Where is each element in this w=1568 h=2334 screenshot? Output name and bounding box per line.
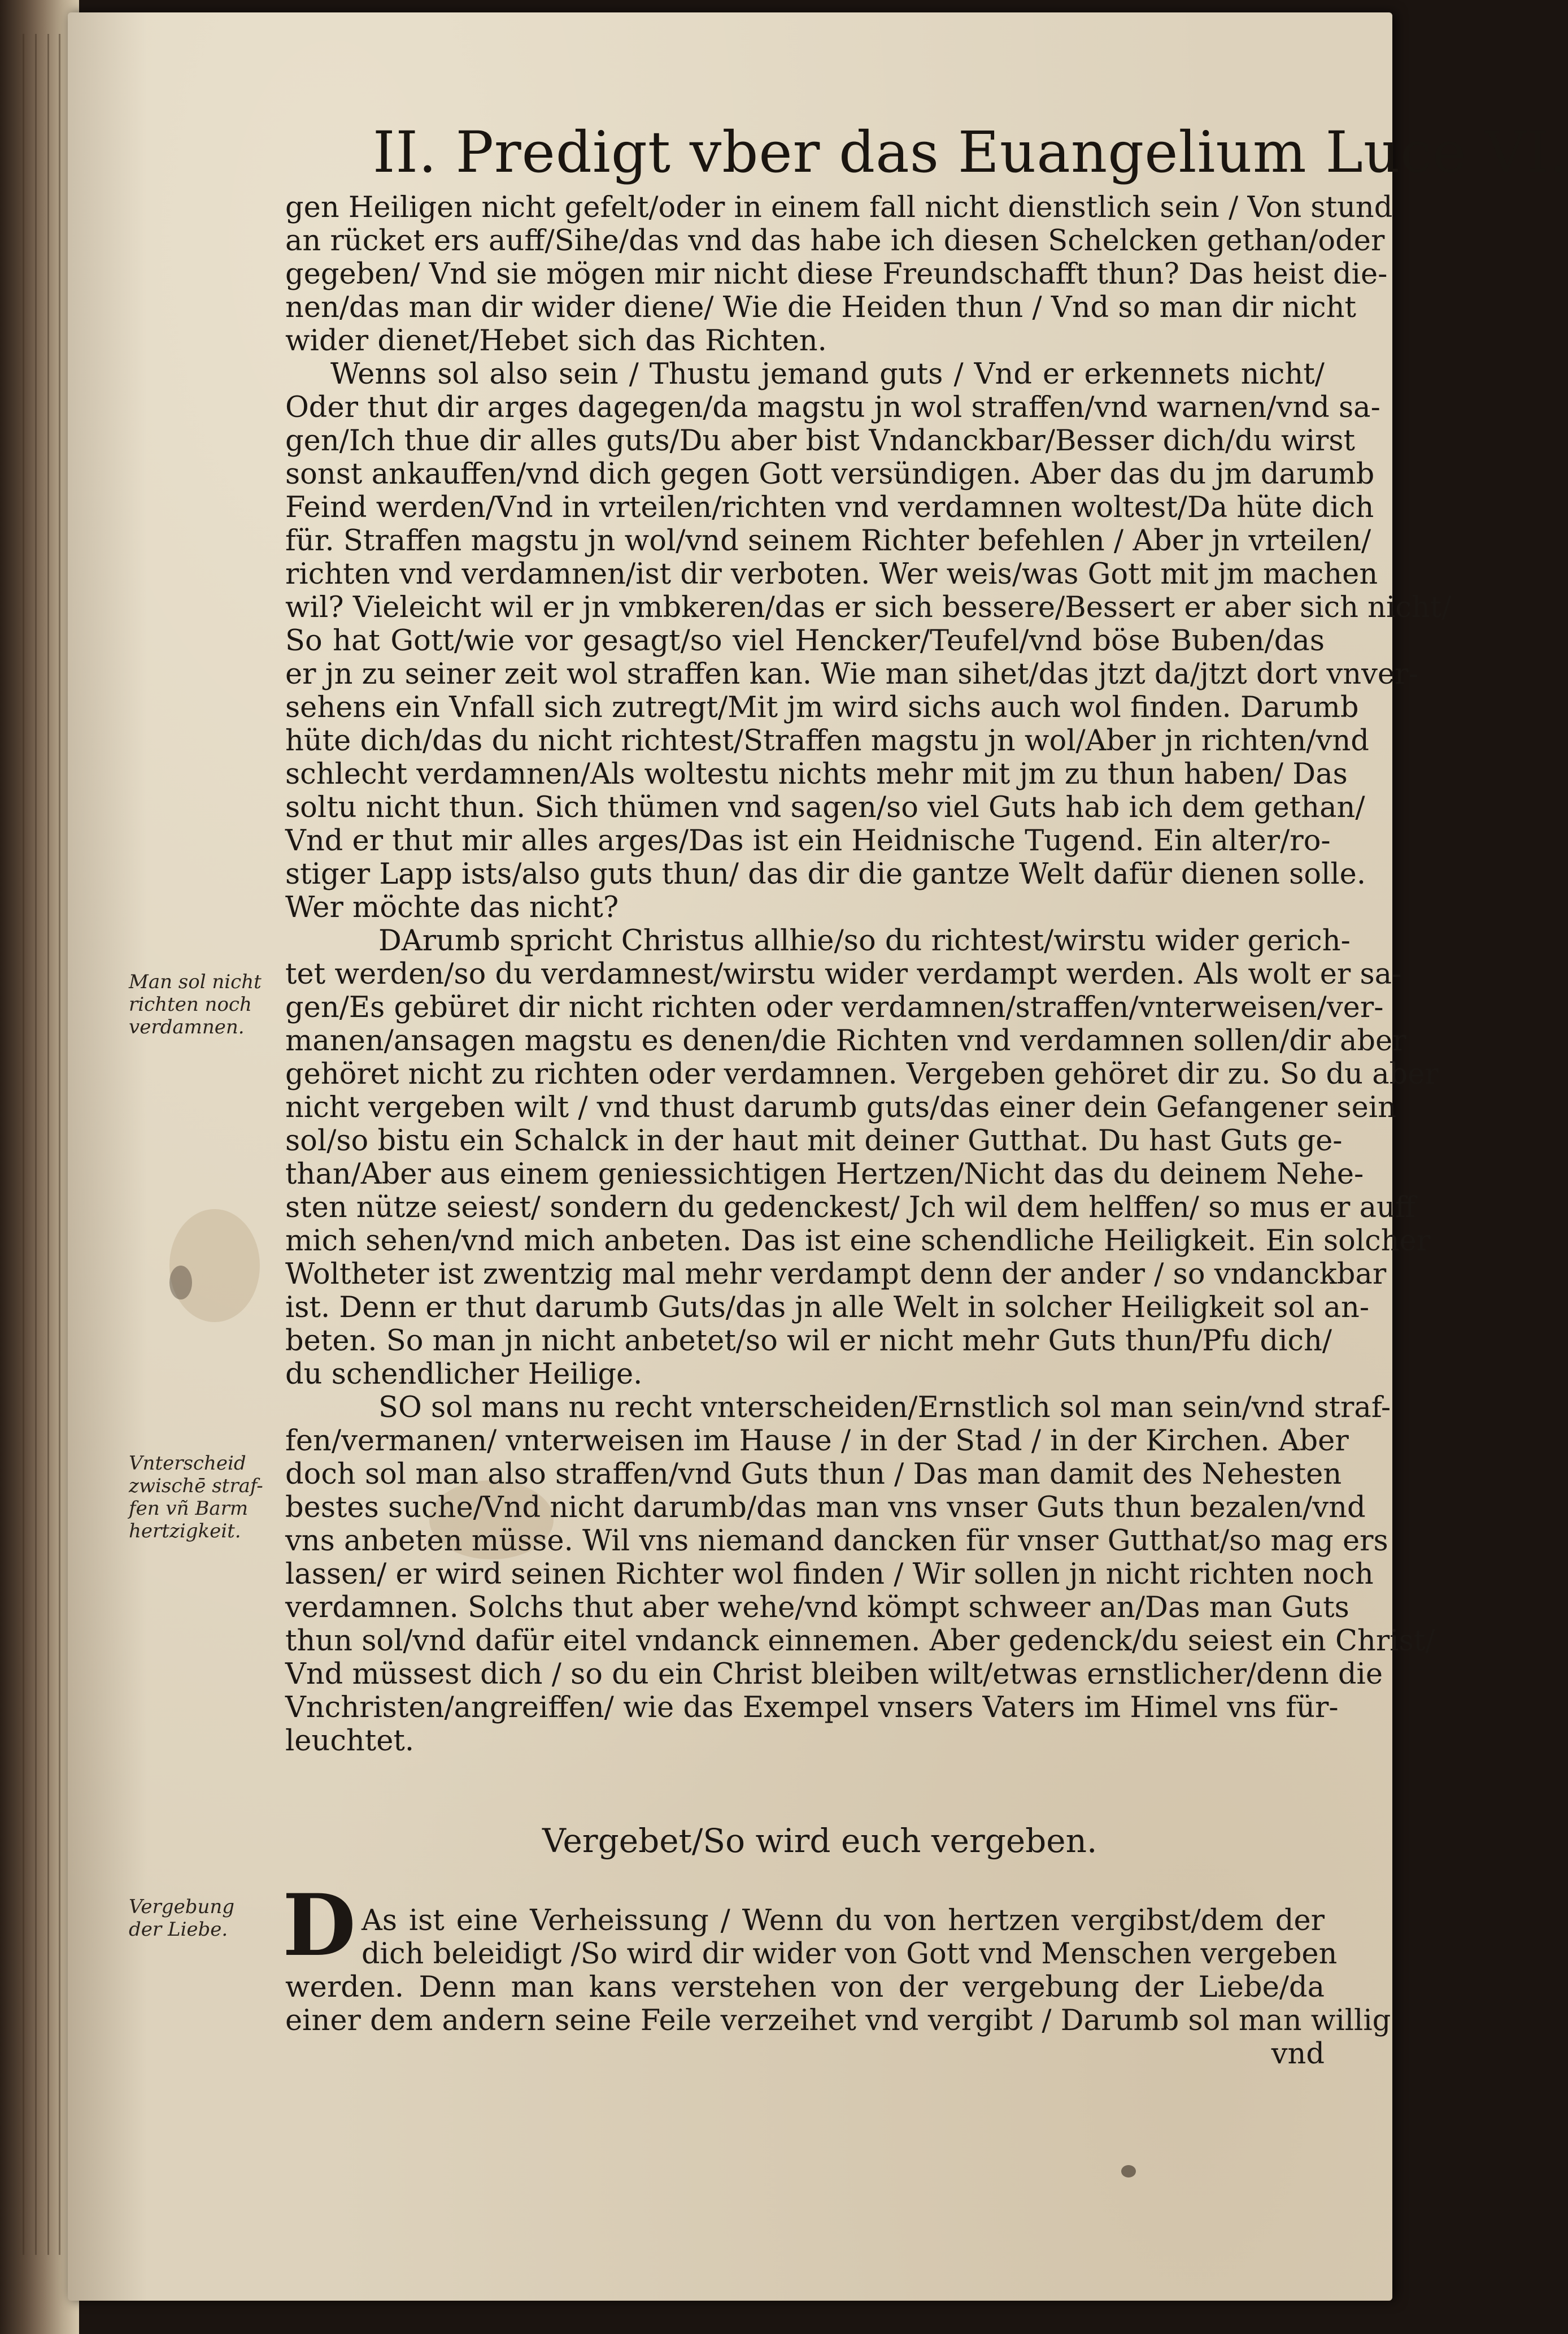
margin-note-line: verdamnen. [129,1016,245,1038]
text-line: Oder thut dir arges dagegen/da magstu jn wol straffen/vnd warnen/vnd sa- [285,391,1380,424]
text-line: verdamnen. Solchs thut aber wehe/vnd kömpt schweer an/Das man Guts [285,1591,1349,1624]
text-line: gen/Ich thue dir alles guts/Du aber bist Vndanckbar/Besser dich/du wirst [285,424,1355,458]
margin-note-line: richten noch [129,993,252,1016]
text-line: stiger Lapp ists/also guts thun/ das dir die gantze Welt dafür dienen solle. [285,858,1366,891]
text-line: thun sol/vnd dafür eitel vndanck einnemen. Aber gedenck/du seiest ein Christ/ [285,1624,1435,1658]
text-line: sehens ein Vnfall sich zutregt/Mit jm wird sichs auch wol finden. Darumb [285,691,1359,724]
margin-note-line: hertzigkeit. [129,1520,241,1542]
running-title: II. Predigt vber das Euangelium Luce VI. [373,119,1568,185]
text-line: SO sol mans nu recht vnterscheiden/Ernstlich sol man sein/vnd straf- [378,1391,1391,1424]
paragraph [285,191,1393,358]
text-line: hüte dich/das du nicht richtest/Straffen magstu jn wol/Aber jn richten/vnd [285,724,1369,758]
text-line: beten. So man jn nicht anbetet/so wil er nicht mehr Guts thun/Pfu dich/ [285,1324,1332,1358]
decorated-initial: D [282,1876,356,1975]
text-line: Woltheter ist zwentzig mal mehr verdampt denn der ander / so vndanckbar [285,1258,1387,1291]
text-line: Feind werden/Vnd in vrteilen/richten vnd verdamnen woltest/Da hüte dich [285,491,1374,524]
margin-note-line: fen vñ Barm [129,1497,249,1520]
text-line: schlecht verdamnen/Als woltestu nichts mehr mit jm zu thun haben/ Das [285,758,1348,791]
book-page-edges [0,0,79,2334]
text-line: Wer möchte das nicht? [285,891,619,924]
text-line: bestes suche/Vnd nicht darumb/das man vns vnser Guts thun bezalen/vnd [285,1491,1366,1524]
text-line: gen Heiligen nicht gefelt/oder in einem fall nicht dienstlich sein / Von stund [285,191,1393,224]
text-line: dich beleidigt /So wird dir wider von Gott vnd Menschen vergeben [361,1937,1338,1971]
margin-note-line: zwischē straf- [129,1475,263,1497]
text-line: doch sol man also straffen/vnd Guts thun / Das man damit des Nehesten [285,1458,1342,1491]
text-line: wil? Vieleicht wil er jn vmbkeren/das er sich bessere/Bessert er aber sich nicht/ [285,591,1452,624]
text-line: einer dem andern seine Feile verzeihet vnd vergibt / Darumb sol man willig [285,2004,1391,2037]
text-line: DArumb spricht Christus allhie/so du richtest/wirstu wider gerich- [378,924,1351,958]
text-line: für. Straffen magstu jn wol/vnd seinem Richter befehlen / Aber jn vrteilen/ [285,524,1371,558]
text-line: ist. Denn er thut darumb Guts/das jn alle Welt in solcher Heiligkeit sol an- [285,1291,1370,1324]
text-line: vns anbeten müsse. Wil vns niemand dancken für vnser Gutthat/so mag ers [285,1524,1388,1558]
text-line: sol/so bistu ein Schalck in der haut mit deiner Gutthat. Du hast Guts ge- [285,1124,1343,1158]
text-line: du schendlicher Heilige. [285,1358,643,1391]
text-line: Vnchristen/angreiffen/ wie das Exempel vnsers Vaters im Himel vns für- [285,1691,1339,1724]
text-line: nen/das man dir wider diene/ Wie die Heiden thun / Vnd so man dir nicht [285,291,1356,324]
text-line: gen/Es gebüret dir nicht richten oder verdamnen/straffen/vnterweisen/ver- [285,991,1384,1024]
text-line: werden. Denn man kans verstehen von der vergebung der Liebe/da [285,1971,1325,2004]
text-line: fen/vermanen/ vnterweisen im Hause / in der Stad / in der Kirchen. Aber [285,1424,1349,1458]
text-line: Vnd er thut mir alles arges/Das ist ein Heidnische Tugend. Ein alter/ro- [285,824,1331,858]
text-line: soltu nicht thun. Sich thümen vnd sagen/so viel Guts hab ich dem gethan/ [285,791,1365,824]
margin-note-line: der Liebe. [129,1918,228,1941]
margin-note-line: Vergebung [129,1896,235,1918]
text-line: leuchtet. [285,1724,415,1758]
text-line: tet werden/so du verdamnest/wirstu wider verdampt werden. Als wolt er sa- [285,958,1402,991]
paragraph [285,358,1452,924]
text-line: nicht vergeben wilt / vnd thust darumb guts/das einer dein Gefangener sein [285,1091,1396,1124]
text-line: wider dienet/Hebet sich das Richten. [285,324,827,358]
final-paragraph [285,1876,1391,2071]
ink-blot [1121,2165,1136,2177]
margin-note-vergebung [129,1896,281,1941]
text-line: sten nütze seiest/ sondern du gedenckest/ Jch wil dem helffen/ so mus er auff [285,1191,1416,1224]
text-line: lassen/ er wird seinen Richter wol finden / Wir sollen jn nicht richten noch [285,1558,1374,1591]
text-line: As ist eine Verheissung / Wenn du von hertzen vergibst/dem der [361,1904,1325,1937]
paragraph [285,1391,1435,1758]
text-line: than/Aber aus einem geniessichtigen Hertzen/Nicht das du deinem Nehe- [285,1158,1364,1191]
text-line: manen/ansagen magstu es denen/die Richten vnd verdamnen sollen/dir aber [285,1024,1406,1058]
margin-note-line: Vnterscheid [129,1452,246,1475]
margin-note-unterscheid [129,1452,281,1542]
section-heading: Vergebet/So wird euch vergeben. [542,1822,1097,1860]
text-line: Wenns sol also sein / Thustu jemand guts / Vnd er erkennets nicht/ [330,358,1325,391]
text-line: er jn zu seiner zeit wol straffen kan. Wie man sihet/das jtzt da/jtzt dort vnver- [285,658,1418,691]
text-line: Vnd müssest dich / so du ein Christ bleiben wilt/etwas ernstlicher/denn die [285,1658,1383,1691]
catchword: vnd [1271,2037,1325,2071]
text-line: So hat Gott/wie vor gesagt/so viel Hencker/Teufel/vnd böse Buben/das [285,624,1325,658]
text-line: mich sehen/vnd mich anbeten. Das ist eine schendliche Heiligkeit. Ein solcher [285,1224,1431,1258]
text-line: richten vnd verdamnen/ist dir verboten. Wer weis/was Gott mit jm machen [285,558,1378,591]
text-line: gegeben/ Vnd sie mögen mir nicht diese Freundschafft thun? Das heist die- [285,258,1388,291]
text-line: sonst ankauffen/vnd dich gegen Gott versündigen. Aber das du jm darumb [285,458,1375,491]
text-line: an rücket ers auff/Sihe/das vnd das habe ich diesen Schelcken gethan/oder [285,224,1385,258]
ink-blot [169,1266,192,1299]
paragraph [285,924,1439,1391]
main-text [285,191,1452,1758]
text-line: gehöret nicht zu richten oder verdamnen. Vergeben gehöret dir zu. So du aber [285,1058,1439,1091]
margin-note-line: Man sol nicht [129,971,262,993]
margin-note-richten [129,971,281,1038]
